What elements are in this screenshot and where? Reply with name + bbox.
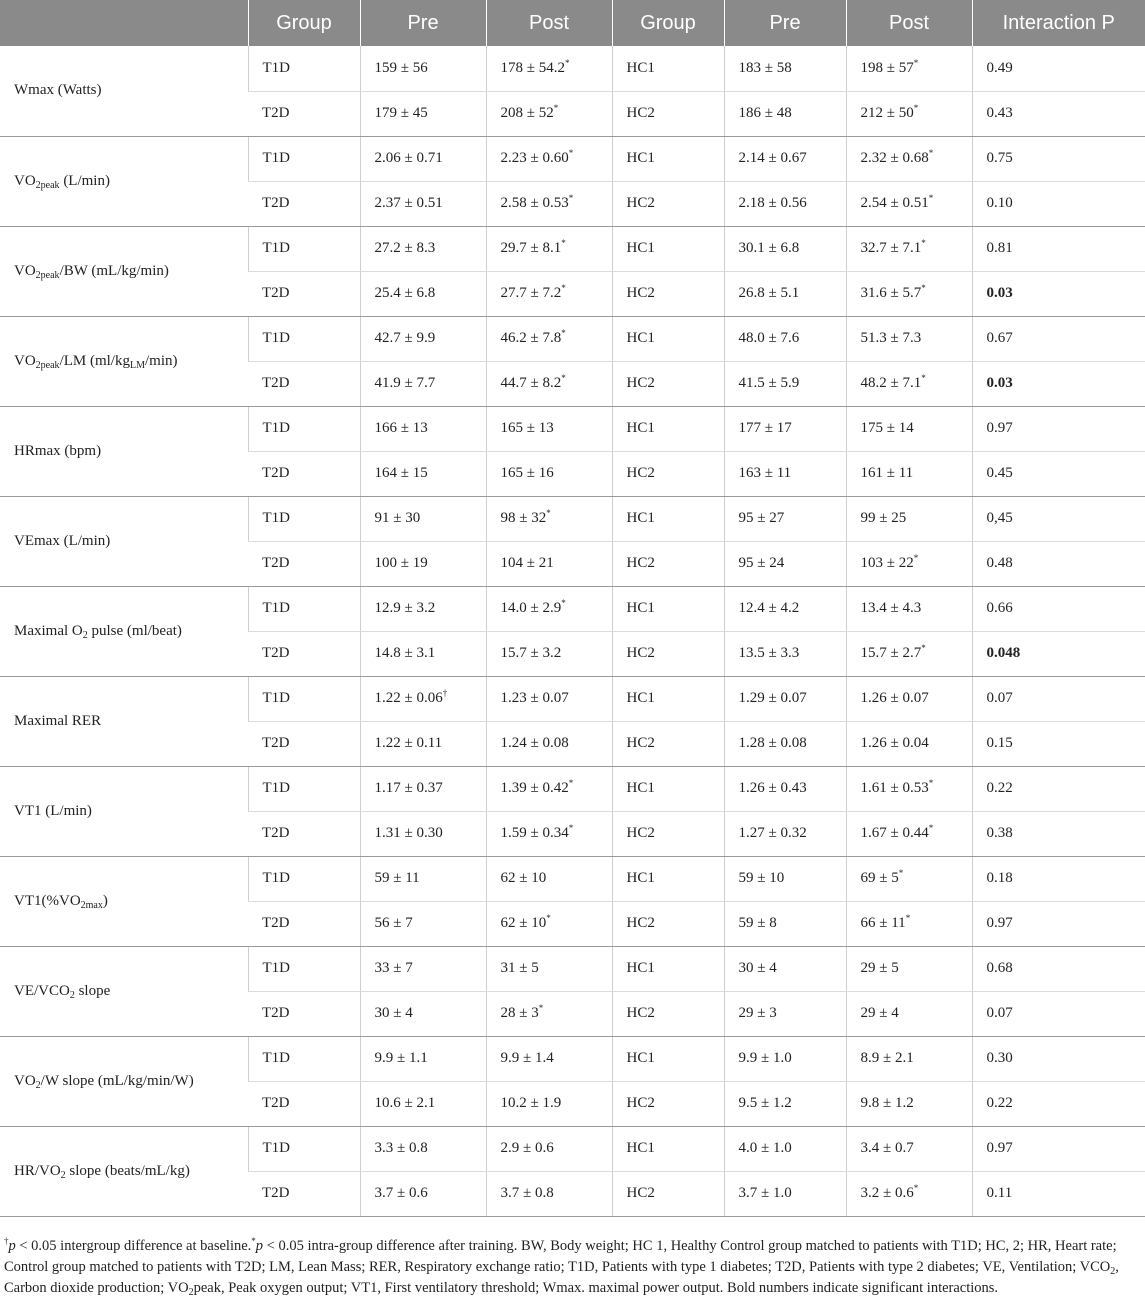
cell-interaction-p: 0.45 [972,451,1145,496]
cell-pre-2: 29 ± 3 [724,991,846,1036]
cell-post-1: 98 ± 32* [486,496,612,541]
cell-post-1: 2.58 ± 0.53* [486,181,612,226]
table-row [0,46,1145,91]
cell-pre-1: 159 ± 56 [360,46,486,91]
cell-interaction-p: 0.03 [972,271,1145,316]
footnote-text-5: peak, Peak oxygen output; VT1, First ventilatory threshold; Wmax. maximal power output. Bold numbers indicate significant interactions. [193,1280,999,1296]
cell-group-1: T1D [248,856,360,901]
cell-group-2: HC1 [612,316,724,361]
metric-label: VEmax (L/min) [0,496,248,586]
table-row [0,1126,1145,1171]
cell-post-2: 1.61 ± 0.53* [846,766,972,811]
cell-post-2: 51.3 ± 7.3 [846,316,972,361]
cell-post-2: 2.54 ± 0.51* [846,181,972,226]
cell-post-2: 13.4 ± 4.3 [846,586,972,631]
header-row [0,0,1145,46]
metric-label: $VO_{2peak}/BW$ (mL/kg/min) [0,226,248,316]
cell-post-2: 212 ± 50* [846,91,972,136]
header-post-2: Post [846,0,972,46]
cell-pre-1: 1.22 ± 0.06† [360,676,486,721]
cell-pre-2: 41.5 ± 5.9 [724,361,846,406]
cell-group-1: T1D [248,406,360,451]
cell-pre-2: 2.18 ± 0.56 [724,181,846,226]
cell-group-2: HC1 [612,1126,724,1171]
cell-post-2: 198 ± 57* [846,46,972,91]
cell-post-2: 3.2 ± 0.6* [846,1171,972,1216]
cell-interaction-p: 0.30 [972,1036,1145,1081]
footnote-sub-2: 2 [188,1287,194,1298]
cell-group-1: T1D [248,316,360,361]
cell-pre-2: 59 ± 10 [724,856,846,901]
cell-post-2: 1.26 ± 0.07 [846,676,972,721]
metric-label: Wmax (Watts) [0,46,248,136]
cell-group-1: T1D [248,226,360,271]
cell-post-2: 1.67 ± 0.44* [846,811,972,856]
cell-post-1: 31 ± 5 [486,946,612,991]
header-group-1: Group [248,0,360,46]
cell-group-2: HC2 [612,91,724,136]
cell-pre-2: 1.26 ± 0.43 [724,766,846,811]
cell-interaction-p: 0,45 [972,496,1145,541]
cell-pre-1: 12.9 ± 3.2 [360,586,486,631]
cell-group-1: T1D [248,676,360,721]
cell-pre-2: 26.8 ± 5.1 [724,271,846,316]
cell-group-2: HC1 [612,676,724,721]
table-body [0,46,1145,1216]
cell-post-1: 1.24 ± 0.08 [486,721,612,766]
cell-interaction-p: 0.48 [972,541,1145,586]
cell-pre-1: 33 ± 7 [360,946,486,991]
cell-group-2: HC1 [612,46,724,91]
footnote-text-2: < 0.05 intra-group difference after training. BW, Body weight; HC 1, Healthy Control group matched to patients with T1D; HC, 2; HR, Heart rate; [263,1238,1117,1254]
cell-group-2: HC1 [612,586,724,631]
cell-post-2: 103 ± 22* [846,541,972,586]
table-row [0,496,1145,541]
metric-label: Maximal $O_2$ pulse (ml/beat) [0,586,248,676]
header-group-2: Group [612,0,724,46]
cell-interaction-p: 0.66 [972,586,1145,631]
cell-group-1: T1D [248,1126,360,1171]
cell-group-2: HC2 [612,721,724,766]
cell-post-1: 104 ± 21 [486,541,612,586]
cell-group-1: T2D [248,991,360,1036]
cell-group-2: HC1 [612,1036,724,1081]
cell-pre-1: 1.22 ± 0.11 [360,721,486,766]
table-row [0,676,1145,721]
cell-post-1: 1.23 ± 0.07 [486,676,612,721]
table-row [0,406,1145,451]
cell-post-1: 178 ± 54.2* [486,46,612,91]
cell-pre-2: 4.0 ± 1.0 [724,1126,846,1171]
cell-post-1: 46.2 ± 7.8* [486,316,612,361]
cell-pre-2: 186 ± 48 [724,91,846,136]
cell-post-2: 3.4 ± 0.7 [846,1126,972,1171]
table-row [0,136,1145,181]
cell-group-2: HC2 [612,271,724,316]
cell-interaction-p: 0.97 [972,901,1145,946]
cell-group-2: HC2 [612,541,724,586]
cell-post-1: 62 ± 10* [486,901,612,946]
cell-pre-2: 59 ± 8 [724,901,846,946]
cell-post-1: 165 ± 16 [486,451,612,496]
cell-post-1: 3.7 ± 0.8 [486,1171,612,1216]
cell-interaction-p: 0.81 [972,226,1145,271]
footnote-text-1: < 0.05 intergroup difference at baseline. [15,1238,252,1254]
cell-pre-2: 95 ± 27 [724,496,846,541]
cell-group-2: HC1 [612,406,724,451]
cell-interaction-p: 0.75 [972,136,1145,181]
cell-pre-2: 183 ± 58 [724,46,846,91]
cell-pre-2: 95 ± 24 [724,541,846,586]
star-mark: * [251,1236,256,1246]
metric-label: $VT1(\%VO_{2max})$ [0,856,248,946]
cell-interaction-p: 0.49 [972,46,1145,91]
cell-post-2: 2.32 ± 0.68* [846,136,972,181]
cell-group-1: T2D [248,1081,360,1126]
cell-pre-1: 41.9 ± 7.7 [360,361,486,406]
footnote-sub-1: 2 [1110,1266,1116,1277]
cell-interaction-p: 0.048 [972,631,1145,676]
cell-pre-1: 1.31 ± 0.30 [360,811,486,856]
footnote-text-3: Control group matched to patients with T2D; LM, Lean Mass; RER, Respiratory exchange ratio; T1D, Patients with type 1 diabetes; T2D, Patients with type 2 diabetes; VE, Ventilation; VCO [4,1259,1111,1275]
cell-interaction-p: 0.68 [972,946,1145,991]
cell-post-1: 1.39 ± 0.42* [486,766,612,811]
cell-pre-1: 10.6 ± 2.1 [360,1081,486,1126]
cell-post-1: 2.23 ± 0.60* [486,136,612,181]
cell-post-2: 99 ± 25 [846,496,972,541]
cell-pre-1: 56 ± 7 [360,901,486,946]
footnote-text-4: , Carbon dioxide production; VO [4,1259,1119,1296]
cell-interaction-p: 0.22 [972,1081,1145,1126]
cell-pre-2: 30.1 ± 6.8 [724,226,846,271]
cell-group-1: T2D [248,901,360,946]
cell-group-2: HC1 [612,136,724,181]
cell-post-1: 1.59 ± 0.34* [486,811,612,856]
table-row [0,856,1145,901]
metric-label: $VO_{2peak}/LM$ $(ml/kg_{LM}/\min)$ [0,316,248,406]
cell-pre-2: 1.29 ± 0.07 [724,676,846,721]
header-interaction-p: Interaction P [972,0,1145,46]
table-row [0,946,1145,991]
header-pre-1: Pre [360,0,486,46]
cell-pre-2: 1.27 ± 0.32 [724,811,846,856]
header-post-1: Post [486,0,612,46]
table-row [0,1036,1145,1081]
cell-pre-2: 13.5 ± 3.3 [724,631,846,676]
cell-interaction-p: 0.15 [972,721,1145,766]
cell-post-2: 161 ± 11 [846,451,972,496]
cell-group-1: T2D [248,451,360,496]
cell-interaction-p: 0.18 [972,856,1145,901]
cell-pre-1: 9.9 ± 1.1 [360,1036,486,1081]
cell-group-2: HC1 [612,856,724,901]
cell-post-2: 9.8 ± 1.2 [846,1081,972,1126]
cell-group-2: HC2 [612,1171,724,1216]
cell-group-1: T2D [248,271,360,316]
cell-group-1: T1D [248,1036,360,1081]
cell-post-1: 28 ± 3* [486,991,612,1036]
cell-post-1: 44.7 ± 8.2* [486,361,612,406]
cell-group-1: T2D [248,721,360,766]
cell-group-1: T1D [248,496,360,541]
header-pre-2: Pre [724,0,846,46]
cell-pre-2: 177 ± 17 [724,406,846,451]
cell-post-2: 8.9 ± 2.1 [846,1036,972,1081]
table-row [0,316,1145,361]
cell-pre-1: 166 ± 13 [360,406,486,451]
cell-post-2: 175 ± 14 [846,406,972,451]
metric-label: Maximal RER [0,676,248,766]
cell-interaction-p: 0.38 [972,811,1145,856]
metric-label: HRmax (bpm) [0,406,248,496]
cell-pre-2: 163 ± 11 [724,451,846,496]
cell-group-2: HC2 [612,901,724,946]
cell-post-2: 1.26 ± 0.04 [846,721,972,766]
cell-pre-1: 2.37 ± 0.51 [360,181,486,226]
cell-pre-2: 9.9 ± 1.0 [724,1036,846,1081]
cell-group-1: T1D [248,766,360,811]
cell-post-1: 2.9 ± 0.6 [486,1126,612,1171]
cell-group-2: HC1 [612,766,724,811]
cell-interaction-p: 0.67 [972,316,1145,361]
cell-pre-2: 1.28 ± 0.08 [724,721,846,766]
cell-post-1: 62 ± 10 [486,856,612,901]
cell-pre-1: 100 ± 19 [360,541,486,586]
cell-post-2: 31.6 ± 5.7* [846,271,972,316]
cell-group-2: HC1 [612,946,724,991]
cell-pre-1: 59 ± 11 [360,856,486,901]
cell-group-1: T1D [248,946,360,991]
cell-group-1: T1D [248,136,360,181]
cell-pre-2: 48.0 ± 7.6 [724,316,846,361]
footnote-p1: p [8,1238,16,1254]
cell-interaction-p: 0.11 [972,1171,1145,1216]
cell-pre-1: 91 ± 30 [360,496,486,541]
cell-post-1: 9.9 ± 1.4 [486,1036,612,1081]
cell-post-2: 15.7 ± 2.7* [846,631,972,676]
cell-post-1: 10.2 ± 1.9 [486,1081,612,1126]
cell-interaction-p: 0.43 [972,91,1145,136]
cell-pre-1: 179 ± 45 [360,91,486,136]
cell-group-1: T2D [248,181,360,226]
cell-pre-1: 1.17 ± 0.37 [360,766,486,811]
cell-group-1: T2D [248,631,360,676]
cell-group-1: T1D [248,586,360,631]
cell-post-2: 32.7 ± 7.1* [846,226,972,271]
cell-interaction-p: 0.07 [972,991,1145,1036]
cell-group-1: T2D [248,91,360,136]
cell-pre-1: 3.3 ± 0.8 [360,1126,486,1171]
cell-pre-1: 30 ± 4 [360,991,486,1036]
cell-group-2: HC1 [612,226,724,271]
cell-group-1: T2D [248,541,360,586]
cell-pre-1: 14.8 ± 3.1 [360,631,486,676]
metric-label: VT1 (L/min) [0,766,248,856]
cell-post-2: 29 ± 5 [846,946,972,991]
cell-pre-2: 2.14 ± 0.67 [724,136,846,181]
cell-pre-2: 30 ± 4 [724,946,846,991]
cell-post-2: 66 ± 11* [846,901,972,946]
cell-pre-1: 3.7 ± 0.6 [360,1171,486,1216]
metric-label: $VE/VCO_2$ slope [0,946,248,1036]
metric-label: $VO_2/W$ slope (mL/kg/min/W) [0,1036,248,1126]
cell-group-2: HC2 [612,811,724,856]
footnote-p2: p [255,1238,264,1254]
cell-post-1: 208 ± 52* [486,91,612,136]
cell-group-2: HC1 [612,496,724,541]
cell-group-2: HC2 [612,631,724,676]
cell-group-1: T2D [248,811,360,856]
cell-interaction-p: 0.22 [972,766,1145,811]
cell-group-2: HC2 [612,361,724,406]
table-footnote [4,1236,1142,1299]
cell-interaction-p: 0.97 [972,406,1145,451]
cell-interaction-p: 0.07 [972,676,1145,721]
cell-interaction-p: 0.97 [972,1126,1145,1171]
cell-post-1: 15.7 ± 3.2 [486,631,612,676]
cell-post-1: 29.7 ± 8.1* [486,226,612,271]
cell-group-2: HC2 [612,451,724,496]
cell-group-1: T2D [248,1171,360,1216]
cell-pre-1: 27.2 ± 8.3 [360,226,486,271]
cell-group-2: HC2 [612,181,724,226]
dagger-mark: † [4,1236,9,1246]
cell-pre-1: 25.4 ± 6.8 [360,271,486,316]
cell-group-1: T1D [248,46,360,91]
table-row [0,766,1145,811]
cell-post-1: 14.0 ± 2.9* [486,586,612,631]
table-row [0,226,1145,271]
cell-group-2: HC2 [612,991,724,1036]
cell-pre-2: 12.4 ± 4.2 [724,586,846,631]
cell-pre-2: 9.5 ± 1.2 [724,1081,846,1126]
metric-label: $HR/VO_2$ slope (beats/mL/kg) [0,1126,248,1216]
cell-group-1: T2D [248,361,360,406]
cell-post-1: 165 ± 13 [486,406,612,451]
header-metric [0,0,248,46]
cell-post-2: 69 ± 5* [846,856,972,901]
table-row [0,586,1145,631]
cell-group-2: HC2 [612,1081,724,1126]
cell-pre-2: 3.7 ± 1.0 [724,1171,846,1216]
cell-post-2: 29 ± 4 [846,991,972,1036]
cell-post-2: 48.2 ± 7.1* [846,361,972,406]
cell-pre-1: 2.06 ± 0.71 [360,136,486,181]
cell-pre-1: 42.7 ± 9.9 [360,316,486,361]
cell-interaction-p: 0.10 [972,181,1145,226]
metric-label: $VO_{2peak}$ (L/min) [0,136,248,226]
cell-post-1: 27.7 ± 7.2* [486,271,612,316]
cell-interaction-p: 0.03 [972,361,1145,406]
cell-pre-1: 164 ± 15 [360,451,486,496]
